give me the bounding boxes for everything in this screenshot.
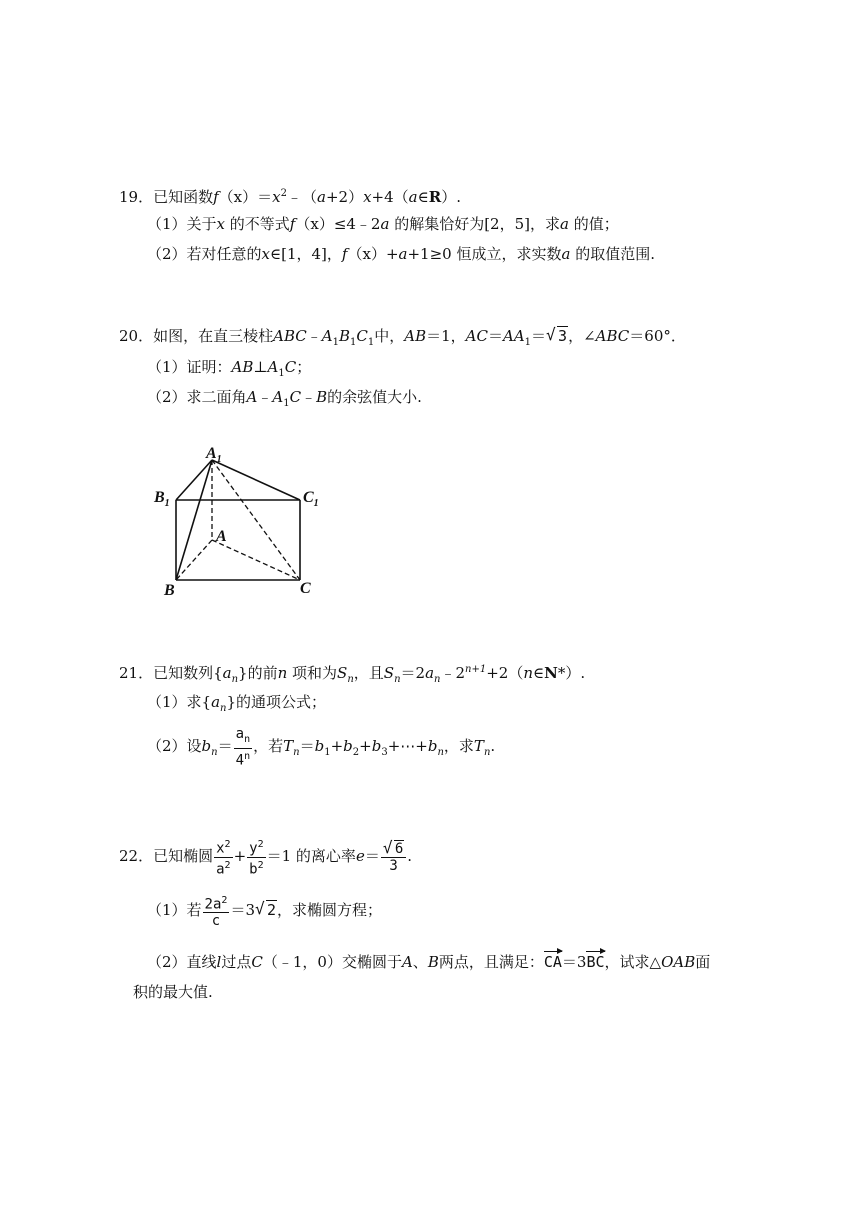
label-c1: $C_1$ [303, 489, 319, 509]
edge-a1-b [176, 460, 212, 580]
vector-bc: BC [586, 950, 604, 972]
edge-a1-c1 [212, 460, 300, 500]
label-b: B [164, 582, 175, 599]
q20-stem: 20．如图，在直三棱柱$ABC﹣A_1B_1C_1$中，AB＝1，$AC=AA_1=√$ 3，∠ABC＝60°． [119, 326, 686, 353]
sqrt-3: √ 3 [546, 326, 568, 346]
q20-part2: （2）求二面角$A﹣A_1C﹣B$的余弦值大小. [147, 388, 422, 409]
fraction-y2-over-b2: $\frac{y^2}{b^2}$ [249, 838, 264, 878]
q22-part2-cont: 积的最大值. [133, 983, 213, 1001]
edge-a-c [212, 540, 300, 580]
edge-a1-c [212, 460, 300, 580]
q22-part2: （2）直线l过点C（﹣1，0）交椭圆于A、B两点，且满足：CA＝3BC，试求△OAB面 [147, 950, 710, 972]
sqrt-2: √ 2 [255, 890, 277, 930]
vector-ca: CA [544, 950, 562, 972]
q22-stem: 22．已知椭圆 $\frac{x^2}{a^2}$ + $\frac{y^2}{b^2}$ ＝1 的离心率e＝ √ $\frac{6}{3}$ . [119, 834, 412, 878]
q19-part2: （2）若对任意的x∈[1，4]，f（x）+a+1≥0 恒成立，求实数a 的取值范围. [147, 245, 655, 263]
fraction-an-over-4n: $\frac{a_n}{4^n}$ [235, 726, 251, 769]
fraction-x2-over-a2: $\frac{x^2}{a^2}$ [216, 838, 231, 878]
prism-figure [148, 442, 328, 602]
q19-stem: 19．已知函数$f(x)=x^2﹣(a+2)x+4(a\in R)$. [119, 188, 461, 206]
q21-part2: （2）设$b_n=$ $\frac{a_n}{4^n}$ ，若$T_n=b_1+b_2+b_3+\cdots+b_n$，求$T_n$. [147, 726, 496, 769]
q22-part1: （1）若 $\frac{2a^2}{c}$ ＝3√ 2，求椭圆方程； [147, 890, 382, 930]
label-c: C [300, 580, 311, 597]
q21-stem: 21．已知数列$\{a_n\}$的前n 项和为$S_n$，且$S_n=2a_n﹣2^{n+1}+2(n\in N*)$. [119, 664, 586, 685]
fraction-sqrt6-over-3: √ $\frac{6}{3}$ [381, 841, 406, 874]
q20-part1: （1）证明：$AB\perp A_1C$； [147, 358, 312, 379]
fraction-2a2-over-c: $\frac{2a^2}{c}$ [204, 894, 228, 930]
q19-part1: （1）关于x 的不等式f（x）≤4﹣2a 的解集恰好为[2，5]，求a 的值； [147, 215, 619, 233]
q21-part1: （1）求$\{a_n\}$的通项公式； [147, 693, 327, 714]
label-a: A [216, 528, 227, 545]
label-a1: $A_1$ [206, 445, 222, 465]
label-b1: $B_1$ [154, 489, 170, 509]
